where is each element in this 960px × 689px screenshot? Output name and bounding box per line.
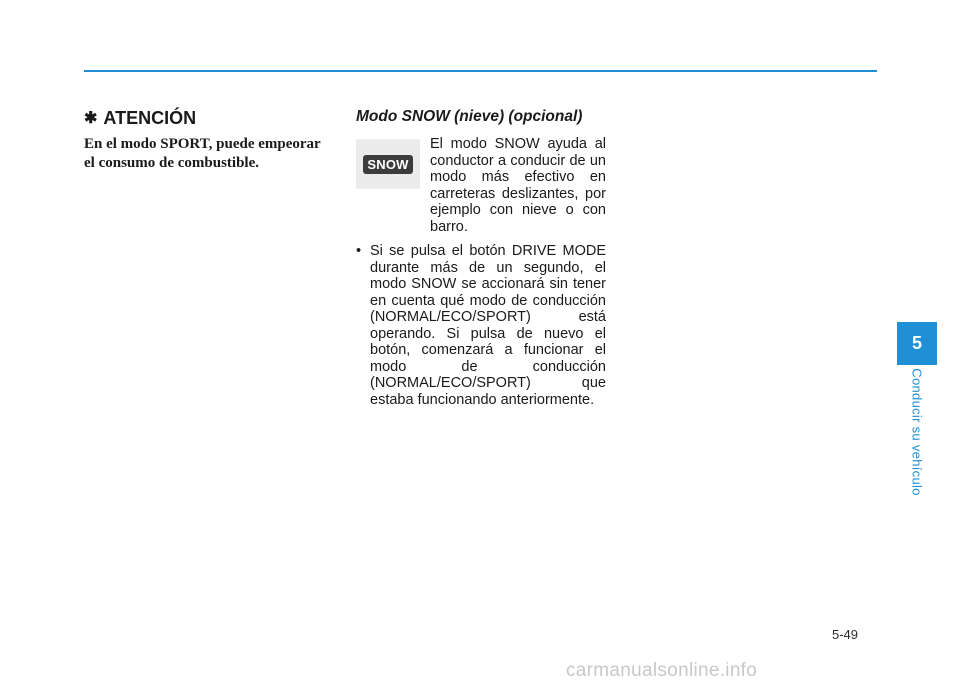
list-item xyxy=(356,243,606,408)
attention-body: En el modo SPORT, puede empeorar el consumo de combustible. xyxy=(84,136,321,171)
page-number: 5-49 xyxy=(832,627,859,642)
asterisk-icon: ✱ xyxy=(84,109,98,127)
bullet-icon: • xyxy=(356,243,362,259)
watermark: carmanualsonline.info xyxy=(566,660,758,681)
snow-mode-intro xyxy=(356,136,606,235)
snow-icon: SNOW xyxy=(363,155,412,174)
snow-button-illustration xyxy=(356,139,420,189)
attention-title-text: ATENCIÓN xyxy=(103,108,197,128)
list-item-text: Si se pulsa el botón DRIVE MODE durante más de un segundo, el modo SNOW se accionará sin tener en cuenta qué modo de conducción (NORMAL/ECO/SPORT) está operando. Si pulsa de nuevo el botón, comenzará a funcionar el modo de conducción (NORMAL/ECO/SPORT) que estaba funcionando anteriormente. xyxy=(370,243,606,408)
attention-title xyxy=(84,108,334,129)
snow-mode-description: El modo SNOW ayuda al conductor a conducir de un modo más efectivo en carreteras deslizantes, por ejemplo con nieve o con barro. xyxy=(430,136,606,235)
chapter-title: Conducir su vehículo xyxy=(909,368,925,496)
snow-mode-section xyxy=(356,108,606,408)
header-rule xyxy=(84,70,877,72)
attention-section xyxy=(84,108,334,173)
snow-mode-title: Modo SNOW (nieve) (opcional) xyxy=(356,108,583,125)
snow-mode-bullets xyxy=(356,243,606,408)
chapter-number-tab: 5 xyxy=(897,322,937,365)
